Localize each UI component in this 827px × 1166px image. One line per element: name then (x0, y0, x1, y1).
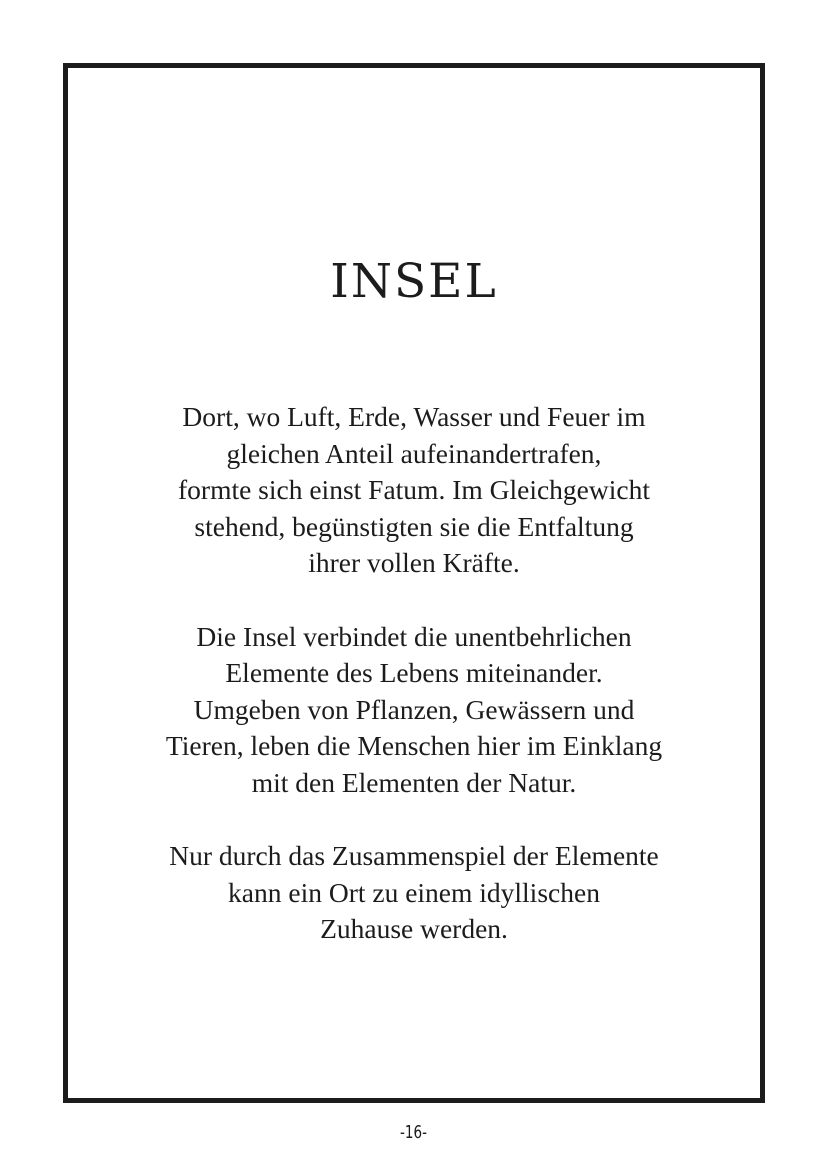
text-line: Elemente des Lebens miteinander. (225, 657, 603, 689)
text-line: Dort, wo Luft, Erde, Wasser und Feuer im (182, 401, 646, 432)
paragraph-2 (108, 619, 720, 802)
paragraph-1 (108, 399, 720, 582)
text-line: kann ein Ort zu einem idyllischen (228, 876, 600, 908)
text-line: stehend, begünstigten sie die Entfaltung (194, 510, 634, 542)
text-line: Tieren, leben die Menschen hier im Einklang (165, 730, 663, 762)
text-line: gleichen Anteil aufeinandertrafen, (226, 437, 602, 469)
text-line: ihrer vollen Kräfte. (308, 547, 520, 579)
text-line: formte sich einst Fatum. Im Gleichgewicht (178, 474, 650, 506)
page-title: INSEL (330, 254, 498, 309)
text-line: Die Insel verbindet die unentbehrlichen (196, 620, 632, 652)
paragraph-3 (108, 838, 720, 948)
text-line: Umgeben von Pflanzen, Gewässern und (193, 693, 635, 725)
body-text (108, 399, 720, 985)
text-line: mit den Elementen der Natur. (251, 766, 577, 798)
text-line: Zuhause werden. (320, 913, 508, 945)
page-number: -16- (400, 1122, 427, 1143)
text-line: Nur durch das Zusammenspiel der Elemente (169, 840, 659, 872)
page-frame (63, 63, 765, 1103)
